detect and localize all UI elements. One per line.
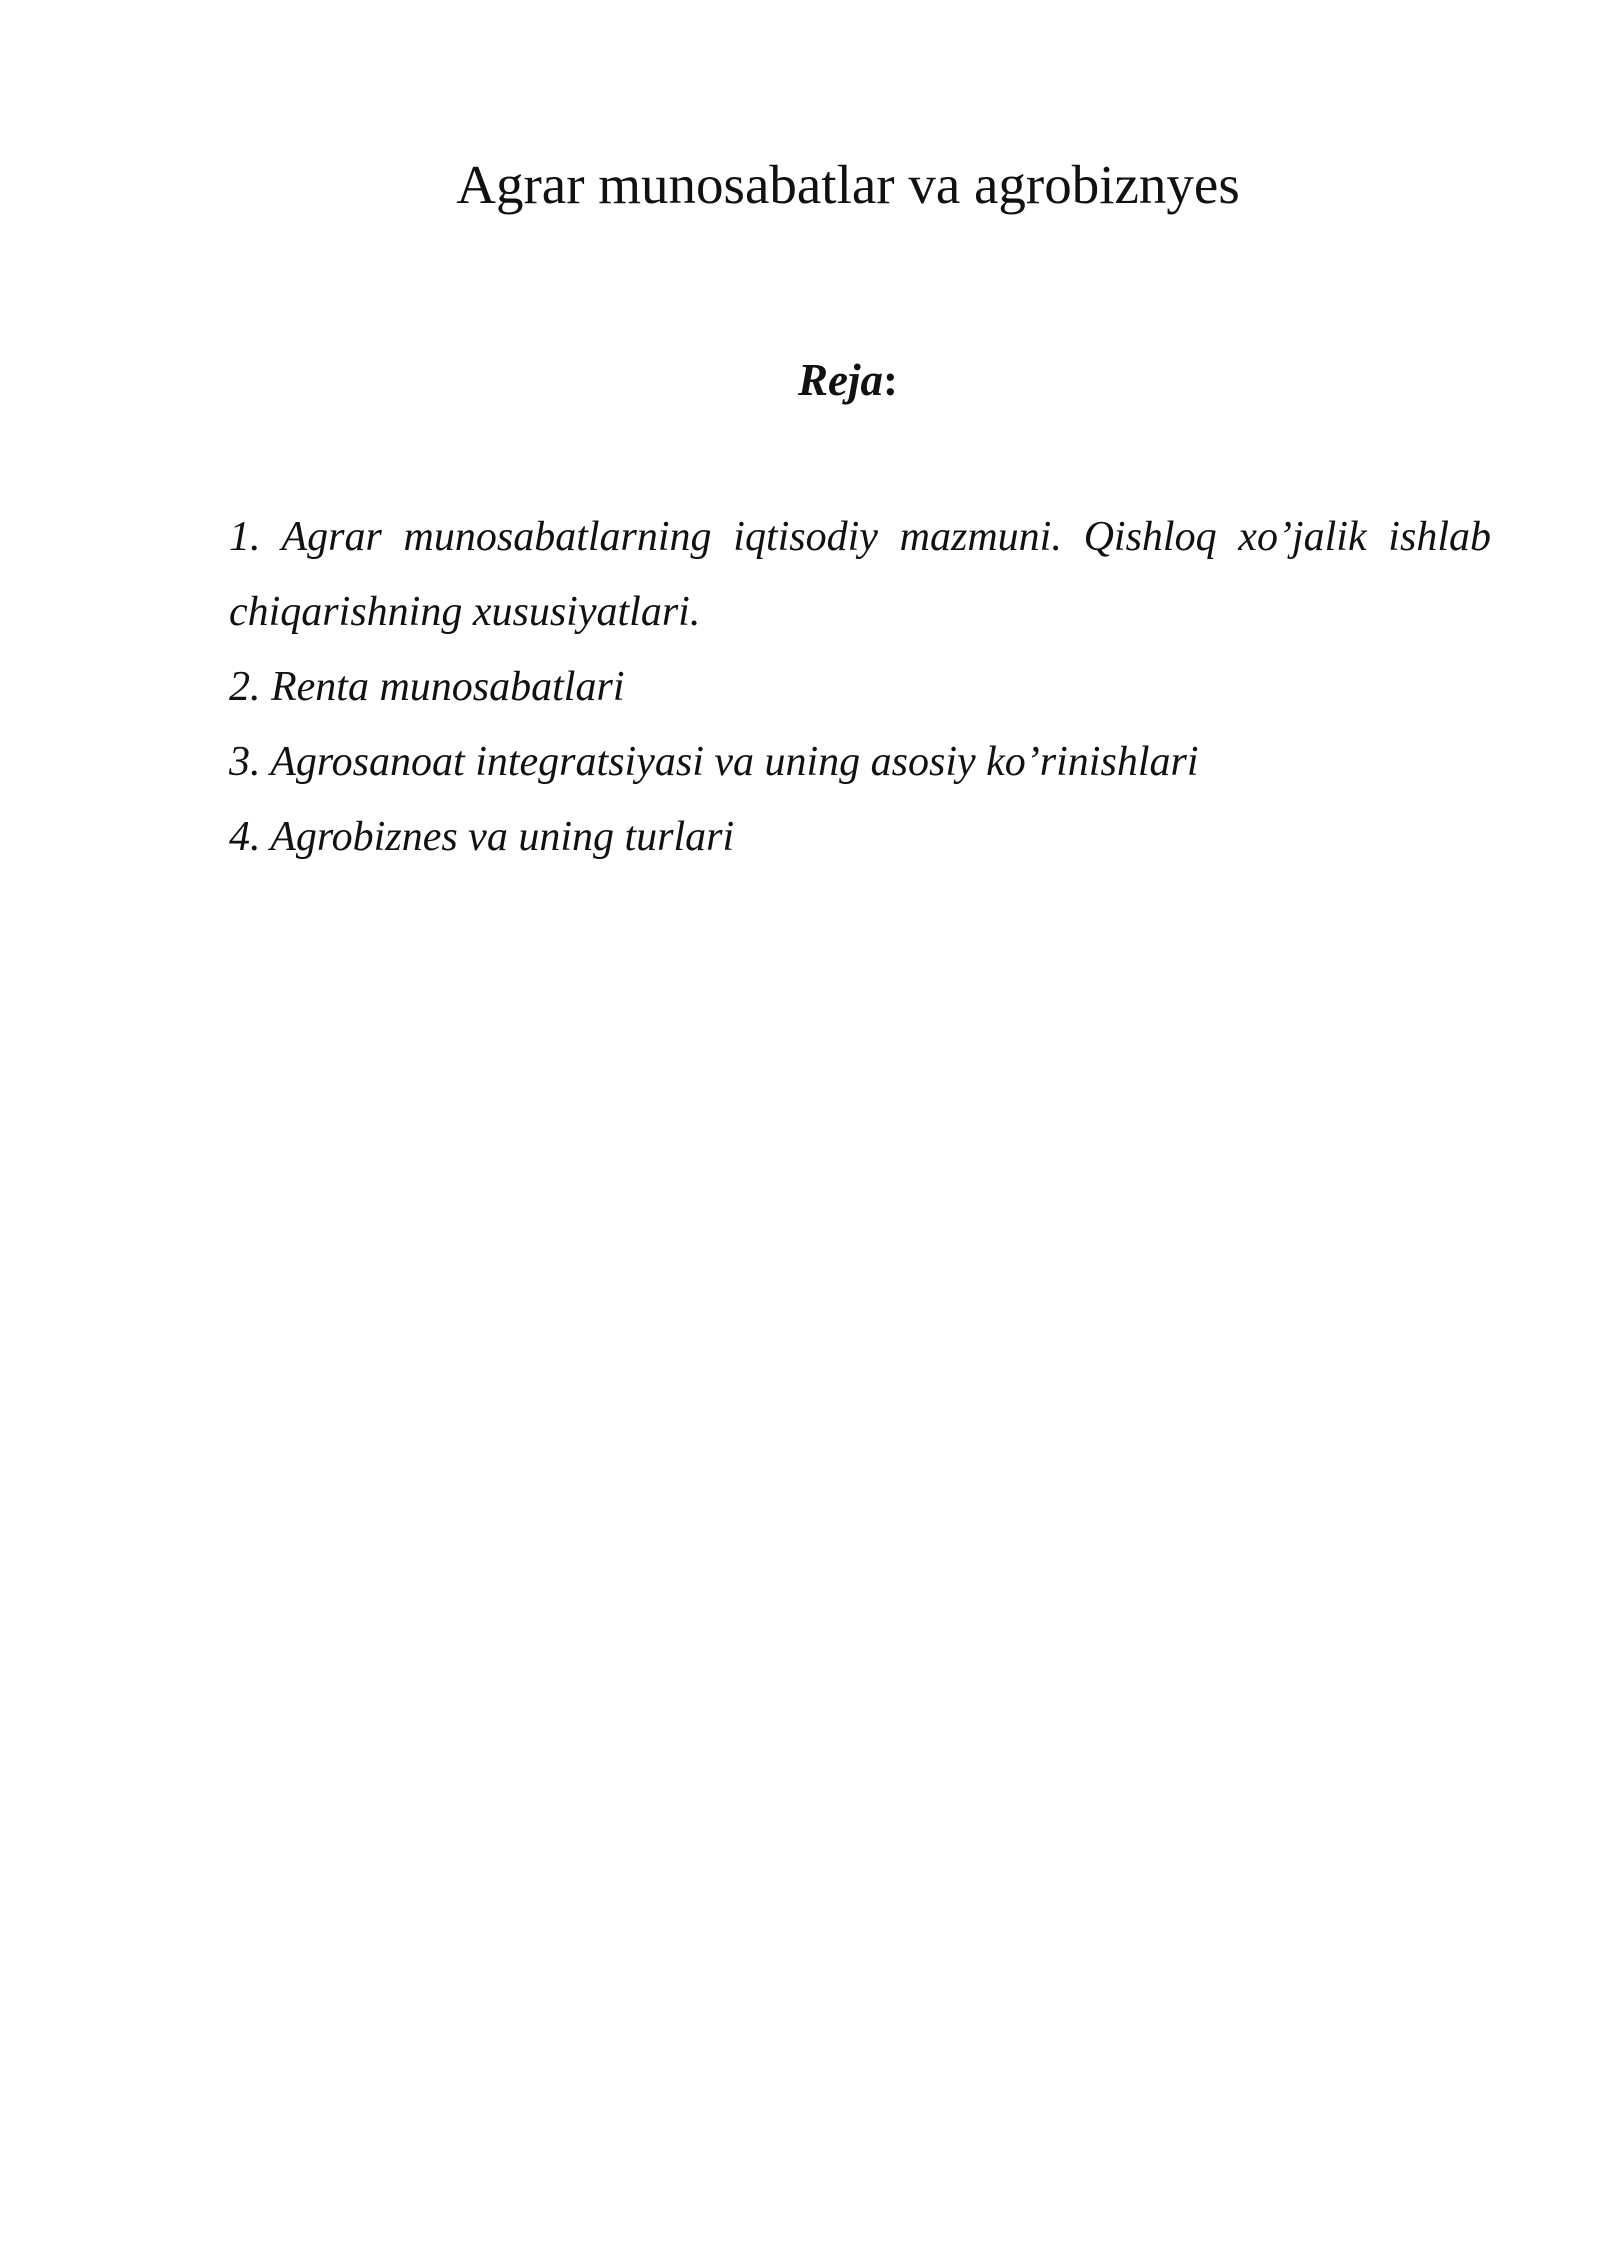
plan-heading <box>0 350 1600 410</box>
plan-list <box>229 500 1491 875</box>
plan-item-2: 2. Renta munosabatlari <box>229 664 625 710</box>
document-title: Agrar munosabatlar va agrobiznyes <box>456 154 1240 215</box>
plan-heading-colon: : <box>883 355 898 405</box>
plan-item-3: 3. Agrosanoat integratsiyasi va uning asosiy ko’rinishlari <box>229 739 1199 785</box>
plan-item-1: 1. Agrar munosabatlarning iqtisodiy mazmuni. Qishloq xo’jalik ishlab chiqarishning xususiyatlari. <box>229 514 1491 635</box>
plan-item-4: 4. Agrobiznes va uning turlari <box>229 814 735 860</box>
plan-heading-word: Reja <box>798 355 883 405</box>
